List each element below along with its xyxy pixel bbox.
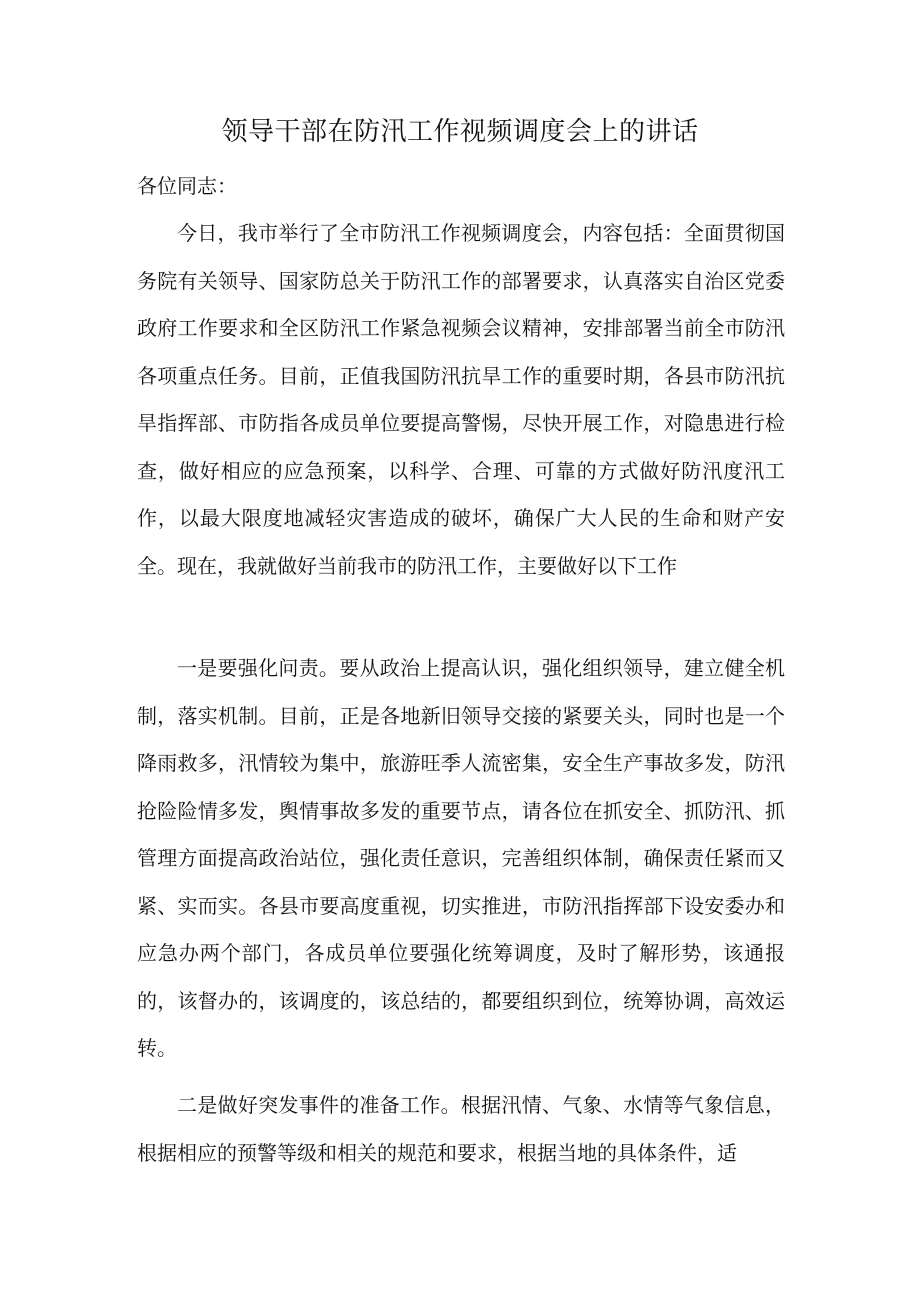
salutation: 各位同志：	[137, 174, 237, 198]
paragraph-intro: 今日，我市举行了全市防汛工作视频调度会，内容包括：全面贯彻国务院有关领导、国家防总关于防汛工作的部署要求，认真落实自治区党委政府工作要求和全区防汛工作紧急视频会议精神，安排部署当前全市防汛各项重点任务。目前，正值我国防汛抗旱工作的重要时期，各县市防汛抗旱指挥部、市防指各成员单位要提高警惕，尽快开展工作，对隐患进行检查，做好相应的应急预案，以科学、合理、可靠的方式做好防汛度汛工作，以最大限度地减轻灾害造成的破坏，确保广大人民的生命和财产安全。现在，我就做好当前我市的防汛工作，主要做好以下工作	[137, 221, 785, 578]
document-title: 领导干部在防汛工作视频调度会上的讲话	[221, 117, 699, 147]
paragraph-emergency-preparation: 二是做好突发事件的准备工作。根据汛情、气象、水情等气象信息，根据相应的预警等级和相关的规范和要求，根据当地的具体条件，适	[137, 1093, 785, 1165]
paragraph-accountability: 一是要强化问责。要从政治上提高认识，强化组织领导，建立健全机制，落实机制。目前，正是各地新旧领导交接的紧要关头，同时也是一个降雨救多，汛情较为集中，旅游旺季人流密集，安全生产事故多发，防汛抢险险情多发，舆情事故多发的重要节点，请各位在抓安全、抓防汛、抓管理方面提高政治站位，强化责任意识，完善组织体制，确保责任紧而又紧、实而实。各县市要高度重视，切实推进，市防汛指挥部下设安委办和应急办两个部门，各成员单位要强化统筹调度，及时了解形势，该通报的，该督办的，该调度的，该总结的，都要组织到位，统筹协调，高效运转。	[137, 656, 785, 1060]
